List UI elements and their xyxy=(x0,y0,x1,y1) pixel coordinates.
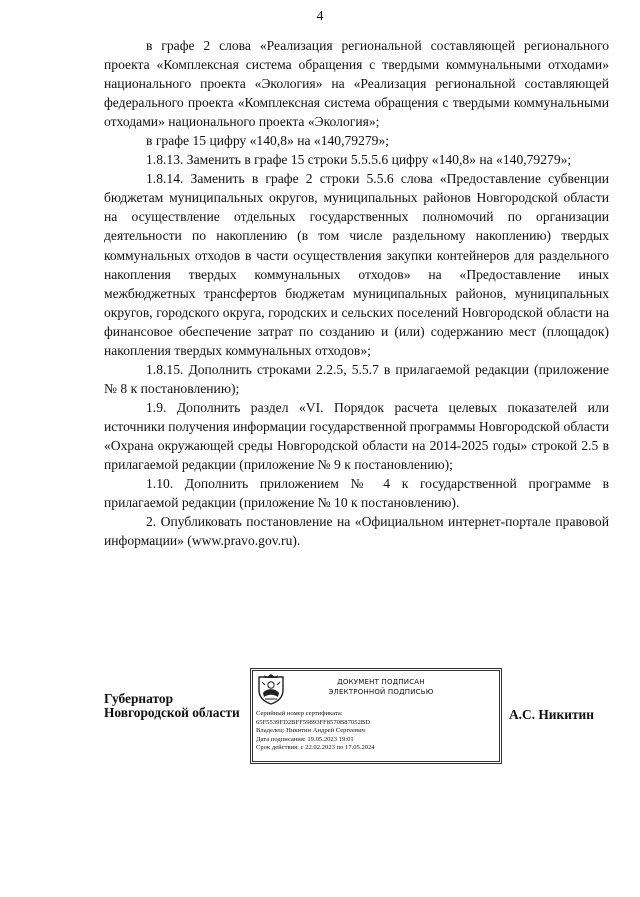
coat-of-arms-icon xyxy=(256,673,286,705)
page-number: 4 xyxy=(316,9,324,24)
paragraph: в графе 2 слова «Реализация региональной составляющей регионального проекта «Комплексная система обращения с твердыми коммунальными отходами» национального проекта «Экология» на «Реализация региональной составляющей федерального проекта «Комплексная система обращения с твердыми коммунальными отходами» национального проекта «Экология»; xyxy=(104,38,609,130)
stamp-serial-label: Серийный номер сертификата: xyxy=(256,710,343,717)
signatory-title-line: Новгородской области xyxy=(104,705,240,720)
paragraph: 1.8.13. Заменить в графе 15 строки 5.5.5.6 цифру «140,8» на «140,79279»; xyxy=(146,152,572,168)
stamp-details xyxy=(256,710,375,753)
paragraph: 1.10. Дополнить приложением № 4 к государственной программе в прилагаемой редакции (приложение № 10 к постановлению). xyxy=(104,476,609,511)
paragraph: 1.8.15. Дополнить строками 2.2.5, 5.5.7 в прилагаемой редакции (приложение № 8 к постановлению); xyxy=(104,361,609,396)
paragraph: 1.9. Дополнить раздел «VI. Порядок расчета целевых показателей или источники получения информации государственной программы Новгородской области «Охрана окружающей среды Новгородской области на 2014-2025 годы» строкой 2.5 в прилагаемой редакции (приложение № 9 к постановлению); xyxy=(104,399,609,473)
signatory-name: А.С. Никитин xyxy=(509,707,594,722)
document-body xyxy=(104,36,609,550)
paragraph: 1.8.14. Заменить в графе 2 строки 5.5.6 слова «Предоставление субвенции бюджетам муниципальных округов, муниципальных районов Новгородской области на осуществление отдельных государственных полномочий по организации деятельности по накоплению (в том числе раздельному накоплению) твердых коммунальных отходов в части осуществления закупки контейнеров для раздельного накопления твердых коммунальных отходов» на «Предоставление иных межбюджетных трансфертов бюджетам муниципальных районов, муниципальных округов, городского округа, городских и сельских поселений Новгородской области на финансовое обеспечение затрат по созданию и (или) содержанию мест (площадок) накопления твердых коммунальных отходов»; xyxy=(104,171,609,358)
stamp-signed-date: Дата подписания: 19.05.2023 19:01 xyxy=(256,735,354,743)
electronic-signature-stamp xyxy=(250,668,502,764)
stamp-serial-value: 65F5539FD2BFF59893FF8570B87052BD xyxy=(256,718,370,726)
paragraph: в графе 15 цифру «140,8» на «140,79279»; xyxy=(146,133,390,149)
signatory-title-line: Губернатор xyxy=(104,691,174,706)
stamp-heading: ДОКУМЕНТ ПОДПИСАН ЭЛЕКТРОННОЙ ПОДПИСЬЮ xyxy=(328,678,434,696)
paragraph: 2. Опубликовать постановление на «Официальном интернет-портале правовой информации» (www.pravo.gov.ru). xyxy=(104,514,609,549)
signatory-title xyxy=(104,692,240,720)
stamp-owner: Владелец: Никитин Андрей Сергеевич xyxy=(256,727,365,735)
stamp-validity: Срок действия: с 22.02.2023 по 17.05.2024 xyxy=(256,744,375,752)
